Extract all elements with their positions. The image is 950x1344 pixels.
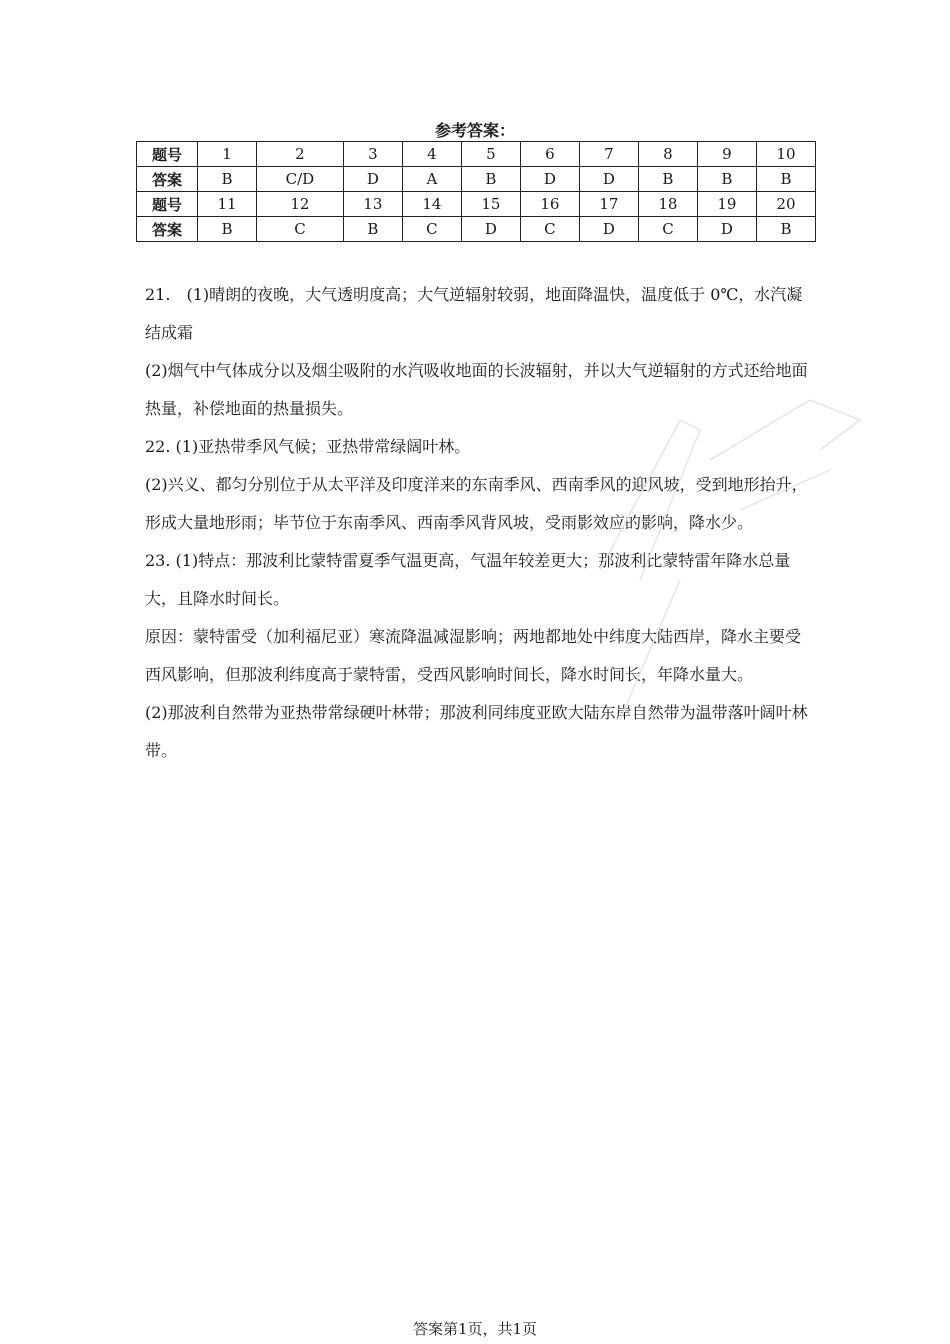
table-cell: 17 xyxy=(579,192,638,217)
table-row xyxy=(137,192,816,217)
table-cell: C xyxy=(638,217,697,242)
table-cell: B xyxy=(343,217,402,242)
table-cell: 6 xyxy=(520,142,579,167)
table-cell: D xyxy=(520,167,579,192)
table-cell: B xyxy=(198,167,257,192)
row-header: 题号 xyxy=(137,142,198,167)
row-header: 答案 xyxy=(137,217,198,242)
answer-21-part2: (2)烟气中气体成分以及烟尘吸附的水汽吸收地面的长波辐射，并以大气逆辐射的方式还给地面热量，补偿地面的热量损失。 xyxy=(145,361,808,418)
table-cell: 7 xyxy=(579,142,638,167)
table-cell: 12 xyxy=(257,192,344,217)
answer-23-reason: 原因：蒙特雷受（加利福尼亚）寒流降温减湿影响；两地都地处中纬度大陆西岸，降水主要受西风影响，但那波利纬度高于蒙特雷，受西风影响时间长，降水时间长，年降水量大。 xyxy=(145,627,802,684)
row-header: 答案 xyxy=(137,167,198,192)
table-cell: 10 xyxy=(756,142,815,167)
table-cell: 19 xyxy=(697,192,756,217)
row-header: 题号 xyxy=(137,192,198,217)
table-cell: B xyxy=(638,167,697,192)
table-cell: 4 xyxy=(402,142,461,167)
table-cell: B xyxy=(756,217,815,242)
answer-body xyxy=(145,276,810,770)
table-row xyxy=(137,217,816,242)
table-cell: B xyxy=(461,167,520,192)
table-cell: 9 xyxy=(697,142,756,167)
table-cell: 13 xyxy=(343,192,402,217)
table-cell: D xyxy=(579,167,638,192)
answer-21-part1: 21. (1)晴朗的夜晚，大气透明度高；大气逆辐射较弱，地面降温快，温度低于 0℃，水汽凝结成霜 xyxy=(145,285,803,342)
table-cell: 11 xyxy=(198,192,257,217)
table-cell: D xyxy=(461,217,520,242)
table-cell: B xyxy=(697,167,756,192)
table-cell: 3 xyxy=(343,142,402,167)
table-cell: D xyxy=(579,217,638,242)
table-cell: 18 xyxy=(638,192,697,217)
table-cell: 20 xyxy=(756,192,815,217)
table-cell: 1 xyxy=(198,142,257,167)
table-cell: 14 xyxy=(402,192,461,217)
answer-22-part1: 22. (1)亚热带季风气候；亚热带常绿阔叶林。 xyxy=(145,437,471,456)
table-cell: C xyxy=(520,217,579,242)
table-cell: C/D xyxy=(257,167,344,192)
table-cell: D xyxy=(343,167,402,192)
table-cell: A xyxy=(402,167,461,192)
answer-22-part2: (2)兴义、都匀分别位于从太平洋及印度洋来的东南季风、西南季风的迎风坡，受到地形抬升，形成大量地形雨；毕节位于东南季风、西南季风背风坡，受雨影效应的影响，降水少。 xyxy=(145,475,808,532)
table-cell: 15 xyxy=(461,192,520,217)
table-row xyxy=(137,167,816,192)
table-cell: 5 xyxy=(461,142,520,167)
answer-23-part1: 23. (1)特点：那波利比蒙特雷夏季气温更高，气温年较差更大；那波利比蒙特雷年降水总量大，且降水时间长。 xyxy=(145,551,791,608)
page-footer: 答案第1页，共1页 xyxy=(412,1320,538,1338)
table-cell: 8 xyxy=(638,142,697,167)
table-cell: 2 xyxy=(257,142,344,167)
page-title: 参考答案： xyxy=(434,121,515,140)
table-row xyxy=(137,142,816,167)
table-cell: C xyxy=(257,217,344,242)
table-cell: B xyxy=(756,167,815,192)
table-cell: B xyxy=(198,217,257,242)
table-cell: C xyxy=(402,217,461,242)
answer-table xyxy=(136,141,816,242)
table-cell: 16 xyxy=(520,192,579,217)
table-cell: D xyxy=(697,217,756,242)
answer-23-part2: (2)那波利自然带为亚热带常绿硬叶林带；那波利同纬度亚欧大陆东岸自然带为温带落叶阔叶林带。 xyxy=(145,703,808,760)
